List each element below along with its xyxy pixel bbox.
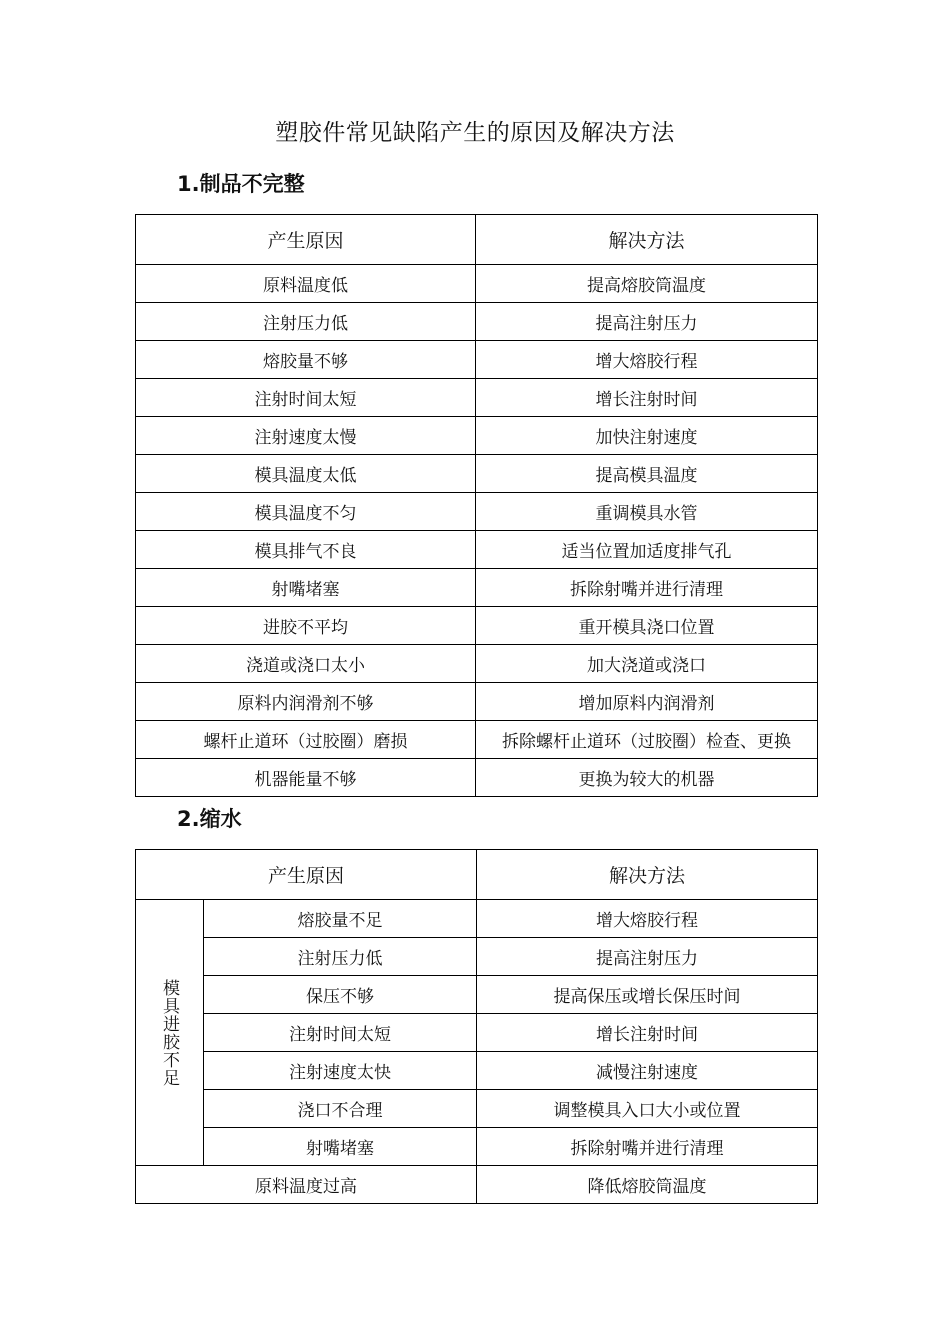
table-shrinkage xyxy=(135,849,818,1204)
table-row xyxy=(136,455,818,493)
cause-cell: 注射时间太短 xyxy=(136,379,476,417)
solution-cell: 适当位置加适度排气孔 xyxy=(476,531,818,569)
solution-cell: 更换为较大的机器 xyxy=(476,759,818,797)
table-row xyxy=(136,531,818,569)
solution-cell: 减慢注射速度 xyxy=(477,1052,818,1090)
table-header-row xyxy=(136,850,818,900)
table-row xyxy=(136,303,818,341)
cause-cell: 注射速度太快 xyxy=(204,1052,477,1090)
solution-cell: 重调模具水管 xyxy=(476,493,818,531)
header-solution: 解决方法 xyxy=(476,215,818,265)
cause-cell: 机器能量不够 xyxy=(136,759,476,797)
solution-cell: 增大熔胶行程 xyxy=(477,900,818,938)
cause-cell: 进胶不平均 xyxy=(136,607,476,645)
cause-cell: 原料温度过高 xyxy=(136,1166,477,1204)
table-row xyxy=(136,976,818,1014)
solution-cell: 调整模具入口大小或位置 xyxy=(477,1090,818,1128)
table-row xyxy=(136,645,818,683)
table-row xyxy=(136,900,818,938)
cause-cell: 模具排气不良 xyxy=(136,531,476,569)
section-heading-shrinkage: 2.缩水 xyxy=(177,807,242,831)
table-header-row xyxy=(136,215,818,265)
table-row xyxy=(136,683,818,721)
solution-cell: 提高注射压力 xyxy=(476,303,818,341)
cause-cell: 注射压力低 xyxy=(204,938,477,976)
table-row xyxy=(136,938,818,976)
table-row xyxy=(136,1014,818,1052)
solution-cell: 提高保压或增长保压时间 xyxy=(477,976,818,1014)
cause-cell: 射嘴堵塞 xyxy=(204,1128,477,1166)
cause-cell: 浇道或浇口太小 xyxy=(136,645,476,683)
solution-cell: 加快注射速度 xyxy=(476,417,818,455)
table-row xyxy=(136,379,818,417)
solution-cell: 增加原料内润滑剂 xyxy=(476,683,818,721)
table-row xyxy=(136,1166,818,1204)
cause-cell: 注射压力低 xyxy=(136,303,476,341)
cause-cell: 浇口不合理 xyxy=(204,1090,477,1128)
solution-cell: 提高熔胶筒温度 xyxy=(476,265,818,303)
document-title: 塑胶件常见缺陷产生的原因及解决方法 xyxy=(275,120,675,146)
solution-cell: 增大熔胶行程 xyxy=(476,341,818,379)
cause-cell: 熔胶量不足 xyxy=(204,900,477,938)
table-row xyxy=(136,341,818,379)
header-cause: 产生原因 xyxy=(136,215,476,265)
solution-cell: 加大浇道或浇口 xyxy=(476,645,818,683)
solution-cell: 拆除螺杆止道环（过胶圈）检查、更换 xyxy=(476,721,818,759)
solution-cell: 提高注射压力 xyxy=(477,938,818,976)
cause-cell: 注射速度太慢 xyxy=(136,417,476,455)
table-row xyxy=(136,417,818,455)
cause-cell: 射嘴堵塞 xyxy=(136,569,476,607)
section-heading-incomplete-product: 1.制品不完整 xyxy=(177,172,305,196)
solution-cell: 降低熔胶筒温度 xyxy=(477,1166,818,1204)
table-row xyxy=(136,265,818,303)
cause-cell: 原料内润滑剂不够 xyxy=(136,683,476,721)
cause-cell: 原料温度低 xyxy=(136,265,476,303)
table-row xyxy=(136,493,818,531)
solution-cell: 拆除射嘴并进行清理 xyxy=(476,569,818,607)
table-row xyxy=(136,759,818,797)
table-row xyxy=(136,1090,818,1128)
group-label-mold-insufficient-feed: 模具进胶不足 xyxy=(159,978,179,1087)
table-row xyxy=(136,721,818,759)
table-row xyxy=(136,569,818,607)
cause-cell: 注射时间太短 xyxy=(204,1014,477,1052)
table-row xyxy=(136,607,818,645)
cause-cell: 熔胶量不够 xyxy=(136,341,476,379)
solution-cell: 拆除射嘴并进行清理 xyxy=(477,1128,818,1166)
solution-cell: 增长注射时间 xyxy=(476,379,818,417)
table-incomplete-product xyxy=(135,214,818,797)
cause-cell: 模具温度太低 xyxy=(136,455,476,493)
cause-cell: 保压不够 xyxy=(204,976,477,1014)
header-solution: 解决方法 xyxy=(477,850,818,900)
cause-cell: 模具温度不匀 xyxy=(136,493,476,531)
cause-cell: 螺杆止道环（过胶圈）磨损 xyxy=(136,721,476,759)
solution-cell: 重开模具浇口位置 xyxy=(476,607,818,645)
group-label-cell xyxy=(136,900,204,1166)
table-row xyxy=(136,1128,818,1166)
solution-cell: 提高模具温度 xyxy=(476,455,818,493)
solution-cell: 增长注射时间 xyxy=(477,1014,818,1052)
header-cause: 产生原因 xyxy=(136,850,477,900)
table-row xyxy=(136,1052,818,1090)
